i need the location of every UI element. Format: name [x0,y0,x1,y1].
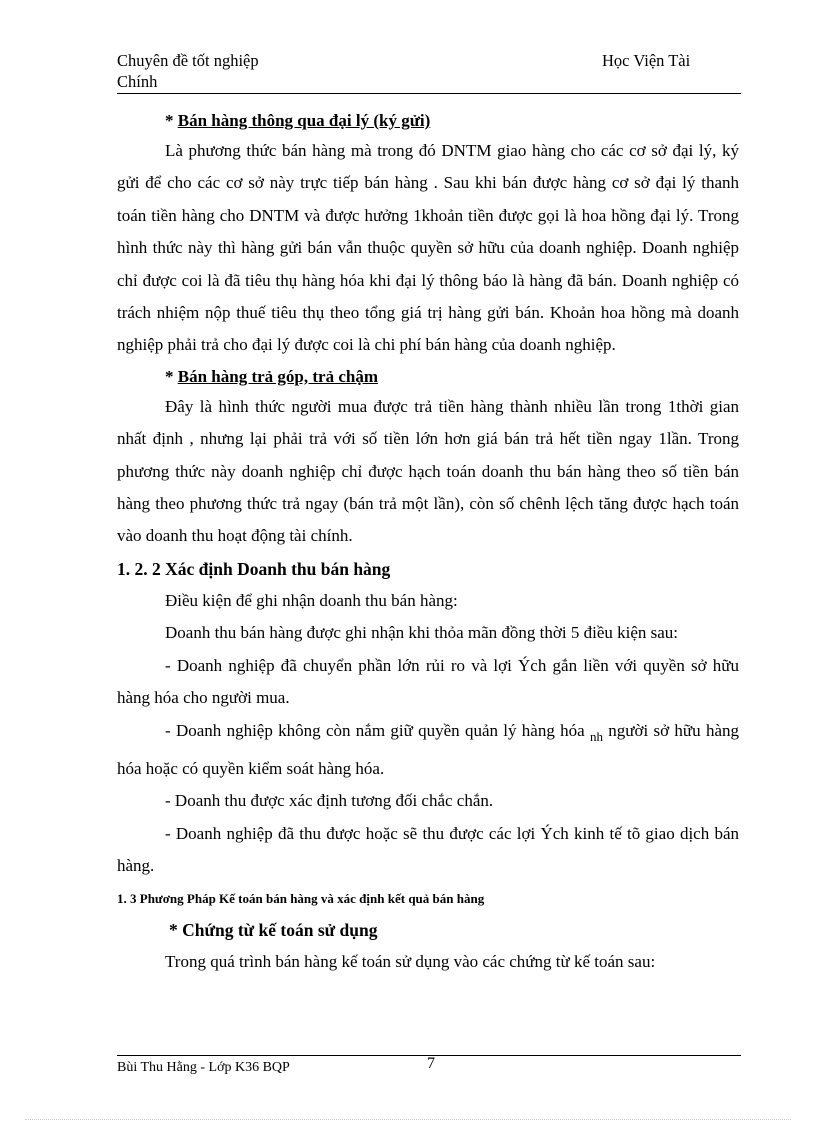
condition-item-economic-benefits: - Doanh nghiệp đã thu được hoặc sẽ thu được các lợi Ých kinh tế tõ giao dịch bán hàng. [117,823,739,876]
condition-text-a: - Doanh nghiệp không còn nắm giữ quyền quản lý hàng hóa [165,720,590,740]
page-number: 7 [427,1055,435,1072]
heading-title: Bán hàng thông qua đại lý (ký gửi) [177,111,431,130]
paragraph-vouchers: Trong quá trình bán hàng kế toán sử dụng vào các chứng từ kế toán sau: [165,951,656,971]
header-left-line1: Chuyên đề tốt nghiệp [117,51,259,70]
heading-bullet: * [165,366,178,386]
page-footer [117,1057,741,1079]
page-bottom-dotted-border [25,1119,791,1120]
header-right: Học Viện Tài [602,51,691,70]
section-heading-accounting-method: 1. 3 Phương Pháp Kế toán bán hàng và xác định kết quả bán hàng [117,890,485,906]
header-divider [117,93,741,94]
condition-item-risk-transfer: - Doanh nghiệp đã chuyển phần lớn rủi ro và lợi Ých gắn liền với quyền sở hữu hàng hóa cho người mua. [117,655,739,708]
paragraph-installment-sales: Đây là hình thức người mua được trả tiền hàng thành nhiều lần trong 1thời gian nhất định , nhưng lại phải trả với số tiền lớn hơn giá bán trả hết tiền ngay 1lần. Trong phương thức này doanh nghiệp chỉ được hạch toán doanh thu bán hàng theo số tiền bán hàng theo phương thức trả ngay (bán trả một lần), còn số chênh lệch tăng được hạch toán vào doanh thu hoạt động tài chính. [117,396,739,546]
condition-item-management [117,715,739,786]
paragraph-revenue-conditions: Điều kiện để ghi nhận doanh thu bán hàng: [165,590,458,610]
section-heading-agency-sales [117,106,739,135]
condition-item-revenue-certainty: - Doanh thu được xác định tương đối chắc chắn. [165,791,494,811]
heading-title: Bán hàng trả góp, trả chậm [177,366,378,386]
section-heading-installment-sales [117,362,739,391]
paragraph-five-conditions: Doanh thu bán hàng được ghi nhận khi thỏa mãn đồng thời 5 điều kiện sau: [165,623,679,643]
page-header [117,50,741,92]
section-heading-revenue: 1. 2. 2 Xác định Doanh thu bán hàng [117,558,391,579]
section-heading-vouchers: * Chứng từ kế toán sử dụng [169,919,378,940]
heading-bullet: * [165,111,178,130]
paragraph-agency-sales: Là phương thức bán hàng mà trong đó DNTM giao hàng cho các cơ sở đại lý, ký gửi để cho các cơ sở này trực tiếp bán hàng . Sau khi bán được hàng cơ sở đại lý thanh toán tiền hàng cho DNTM và được hưởng 1khoản tiền được gọi là hoa hồng đại lý. Trong hình thức này thì hàng gửi bán vẫn thuộc quyền sở hữu của doanh nghiệp. Doanh nghiệp chỉ được coi là đã tiêu thụ hàng hóa khi đại lý thông báo là hàng đã bán. Doanh nghiệp có trách nhiệm nộp thuế tiêu thụ theo tổng giá trị hàng gửi bán. Khoản hoa hồng mà doanh nghiệp phải trả cho đại lý được coi là chi phí bán hàng của doanh nghiệp. [117,141,739,355]
condition-text-b: người sở hữu hàng hóa hoặc có quyền kiểm soát hàng hóa. [117,720,739,778]
page-body [117,106,739,978]
footer-author: Bùi Thu Hằng - Lớp K36 BQP [117,1060,290,1075]
condition-subscript: nh [590,728,603,744]
header-left [117,50,537,92]
header-left-line2: Chính [117,72,158,91]
